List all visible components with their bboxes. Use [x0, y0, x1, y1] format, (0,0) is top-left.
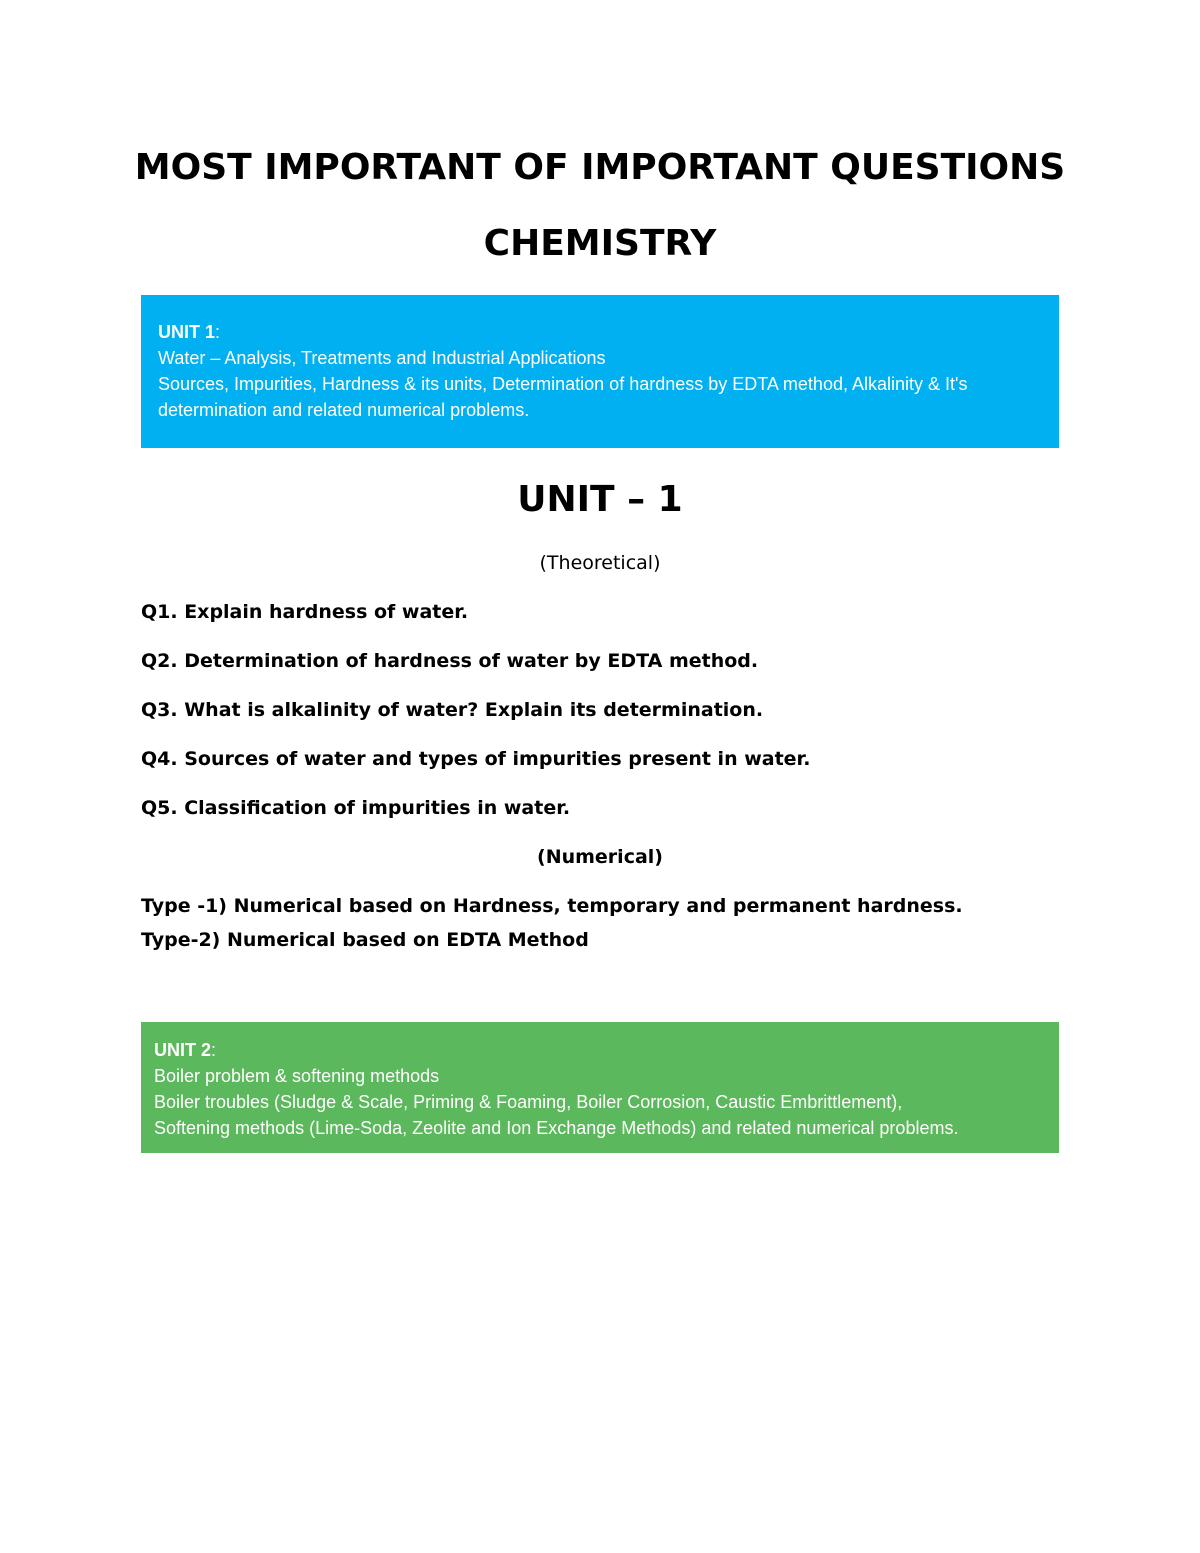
- theoretical-label: (Theoretical): [539, 552, 661, 574]
- unit1-box-syllabus-line1: Sources, Impurities, Hardness & its units, Determination of hardness by EDTA method, Alkalinity & It's: [158, 374, 968, 394]
- unit2-box-topic: Boiler problem & softening methods: [154, 1066, 440, 1086]
- unit1-box-heading: [158, 319, 1042, 345]
- unit1-box-heading-colon: :: [215, 322, 221, 342]
- document-subject: CHEMISTRY: [483, 223, 717, 264]
- numerical-label: (Numerical): [537, 846, 663, 868]
- document-title: MOST IMPORTANT OF IMPORTANT QUESTIONS: [134, 147, 1066, 188]
- unit2-summary-box: [141, 1022, 1059, 1153]
- unit1-summary-box: [141, 295, 1059, 448]
- question-1: Q1. Explain hardness of water.: [141, 601, 469, 623]
- unit1-box-syllabus-line2: determination and related numerical problems.: [158, 400, 530, 420]
- unit1-box-heading-text: UNIT 1: [158, 322, 216, 342]
- unit1-box-topic: Water – Analysis, Treatments and Industrial Applications: [158, 348, 606, 368]
- unit2-box-syllabus-line1: Boiler troubles (Sludge & Scale, Priming & Foaming, Boiler Corrosion, Caustic Embrittlement),: [154, 1092, 903, 1112]
- unit2-box-syllabus-line2: Softening methods (Lime-Soda, Zeolite and Ion Exchange Methods) and related numerical problems.: [154, 1118, 959, 1138]
- question-2: Q2. Determination of hardness of water by EDTA method.: [141, 650, 759, 672]
- unit2-box-heading-text: UNIT 2: [154, 1040, 212, 1060]
- numerical-type-2: Type-2) Numerical based on EDTA Method: [141, 929, 589, 951]
- question-4: Q4. Sources of water and types of impurities present in water.: [141, 748, 811, 770]
- question-5: Q5. Classification of impurities in water.: [141, 797, 571, 819]
- unit2-box-heading-colon: :: [211, 1040, 217, 1060]
- unit2-box-heading: [154, 1037, 1046, 1063]
- question-3: Q3. What is alkalinity of water? Explain its determination.: [141, 699, 764, 721]
- unit1-heading: UNIT – 1: [517, 479, 683, 520]
- numerical-type-1: Type -1) Numerical based on Hardness, temporary and permanent hardness.: [141, 895, 963, 917]
